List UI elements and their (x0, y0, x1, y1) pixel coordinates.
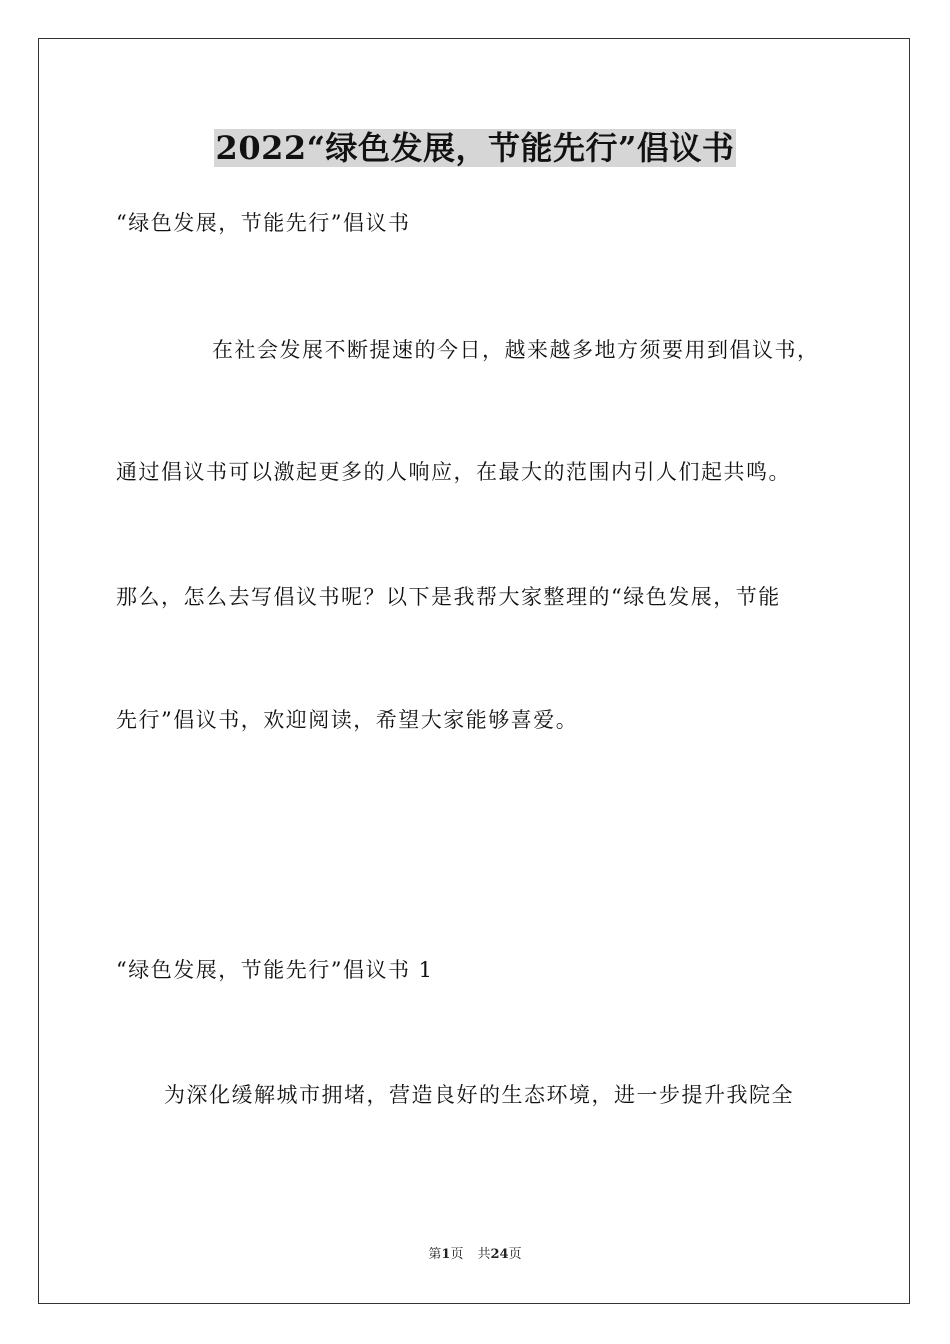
paragraph-line: 在社会发展不断提速的今日，越来越多地方须要用到倡议书， (212, 338, 820, 362)
document-title-text: 2022“绿色发展，节能先行”倡议书 (215, 129, 735, 167)
page-number: 1 (441, 1247, 451, 1262)
subtitle-line: “绿色发展，节能先行”倡议书 (116, 211, 411, 235)
page-prefix: 第 (428, 1247, 442, 1262)
total-suffix: 页 (508, 1247, 522, 1262)
total-prefix: 共 (477, 1247, 491, 1262)
paragraph-line: 先行”倡议书，欢迎阅读，希望大家能够喜爱。 (116, 708, 579, 732)
total-pages: 24 (490, 1247, 509, 1262)
paragraph-line: 通过倡议书可以激起更多的人响应，在最大的范围内引人们起共鸣。 (116, 460, 791, 484)
section-heading: “绿色发展，节能先行”倡议书 1 (116, 958, 434, 982)
paragraph-line: 为深化缓解城市拥堵，营造良好的生态环境，进一步提升我院全 (164, 1083, 794, 1107)
page-footer (0, 1246, 950, 1264)
paragraph-line: 那么，怎么去写倡议书呢？以下是我帮大家整理的“绿色发展，节能 (116, 585, 781, 609)
page-suffix: 页 (450, 1247, 464, 1262)
document-title (0, 126, 950, 170)
